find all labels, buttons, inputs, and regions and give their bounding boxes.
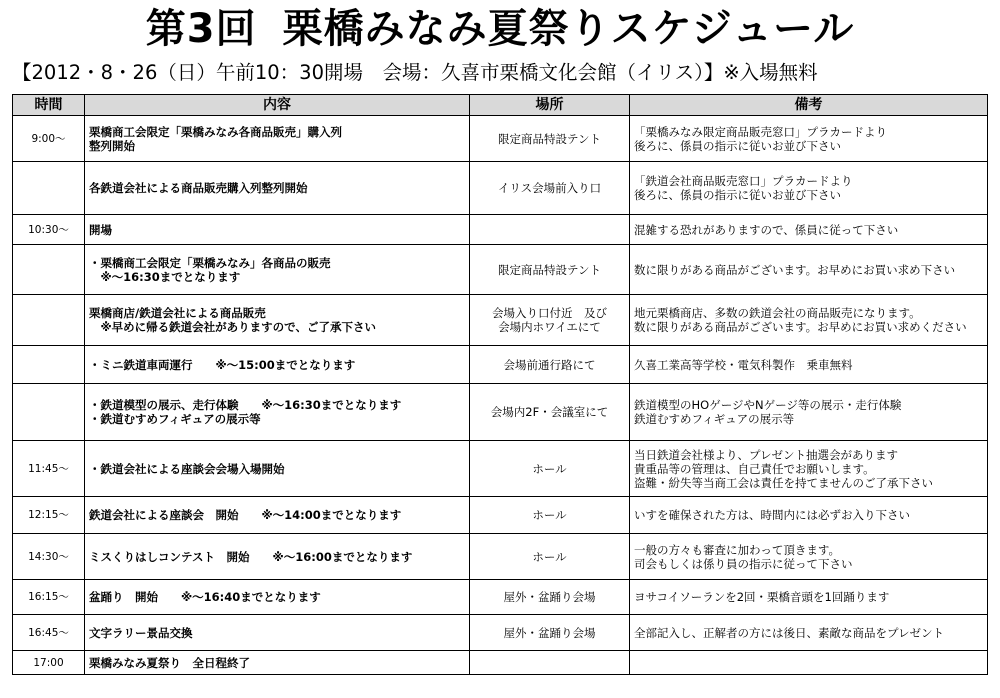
- cell-place: ホール: [470, 534, 630, 580]
- cell-place: 会場前通行路にて: [470, 346, 630, 384]
- table-row: [13, 215, 988, 245]
- cell-note: 混雑する恐れがありますので、係員に従って下さい: [630, 215, 988, 245]
- cell-time: 11:45～: [13, 441, 85, 497]
- title-prefix: 第3回: [145, 6, 257, 52]
- table-row: [13, 295, 988, 346]
- cell-note: 地元栗橋商店、多数の鉄道会社の商品販売になります。 数に限りがある商品がございます。お早めにお買い求めください: [630, 295, 988, 346]
- cell-place: ホール: [470, 441, 630, 497]
- cell-time: 10:30～: [13, 215, 85, 245]
- cell-place: 屋外・盆踊り会場: [470, 615, 630, 651]
- cell-place: 会場内2F・会議室にて: [470, 384, 630, 441]
- cell-content: 各鉄道会社による商品販売購入列整列開始: [85, 162, 470, 215]
- cell-place: [470, 215, 630, 245]
- table-row: [13, 534, 988, 580]
- cell-time: 9:00～: [13, 116, 85, 162]
- table-row: [13, 162, 988, 215]
- header-content: 内容: [85, 95, 470, 116]
- header-time: 時間: [13, 95, 85, 116]
- cell-time: [13, 384, 85, 441]
- table-row: [13, 384, 988, 441]
- cell-note: [630, 651, 988, 675]
- cell-time: 16:15～: [13, 580, 85, 615]
- cell-content: 鉄道会社による座談会 開始 ※～14:00までとなります: [85, 497, 470, 534]
- page-title: [0, 4, 1000, 54]
- cell-note: 一般の方々も審査に加わって頂きます。 司会もしくは係り員の指示に従って下さい: [630, 534, 988, 580]
- cell-place: ホール: [470, 497, 630, 534]
- cell-note: 全部記入し、正解者の方には後日、素敵な商品をプレゼント: [630, 615, 988, 651]
- event-info: 【2012・8・26（日）午前10：30開場 会場：久喜市栗橋文化会館（イリス）】※入場無料: [12, 61, 818, 84]
- header-note: 備考: [630, 95, 988, 116]
- cell-content: ・鉄道模型の展示、走行体験 ※～16:30までとなります ・鉄道むすめフィギュアの展示等: [85, 384, 470, 441]
- cell-note: ヨサコイソーランを2回・栗橋音頭を1回踊ります: [630, 580, 988, 615]
- cell-note: 当日鉄道会社様より、プレゼント抽選会があります 貴重品等の管理は、自己責任でお願いします。 盗難・紛失等当商工会は責任を持てませんのご了承下さい: [630, 441, 988, 497]
- table-row: [13, 116, 988, 162]
- cell-content: 栗橋商店/鉄道会社による商品販売 ※早めに帰る鉄道会社がありますので、ご了承下さい: [85, 295, 470, 346]
- cell-place: 会場入り口付近 及び 会場内ホワイエにて: [470, 295, 630, 346]
- cell-content: 文字ラリー景品交換: [85, 615, 470, 651]
- cell-note: 数に限りがある商品がございます。お早めにお買い求め下さい: [630, 245, 988, 295]
- cell-time: 17:00: [13, 651, 85, 675]
- table-row: [13, 441, 988, 497]
- cell-note: 「鉄道会社商品販売窓口」プラカードより 後ろに、係員の指示に従いお並び下さい: [630, 162, 988, 215]
- table-row: [13, 580, 988, 615]
- title-main: 栗橋みなみ夏祭りスケジュール: [282, 6, 855, 52]
- table-row: [13, 651, 988, 675]
- cell-place: 屋外・盆踊り会場: [470, 580, 630, 615]
- cell-note: いすを確保された方は、時間内には必ずお入り下さい: [630, 497, 988, 534]
- schedule-table: [12, 94, 988, 675]
- cell-time: [13, 245, 85, 295]
- cell-time: 12:15～: [13, 497, 85, 534]
- cell-note: 「栗橋みなみ限定商品販売窓口」プラカードより 後ろに、係員の指示に従いお並び下さい: [630, 116, 988, 162]
- cell-time: 14:30～: [13, 534, 85, 580]
- cell-content: ・ミニ鉄道車両運行 ※～15:00までとなります: [85, 346, 470, 384]
- cell-content: 栗橋商工会限定「栗橋みなみ各商品販売」購入列 整列開始: [85, 116, 470, 162]
- header-place: 場所: [470, 95, 630, 116]
- cell-content: 開場: [85, 215, 470, 245]
- cell-content: 盆踊り 開始 ※～16:40までとなります: [85, 580, 470, 615]
- cell-time: [13, 162, 85, 215]
- cell-content: ・鉄道会社による座談会会場入場開始: [85, 441, 470, 497]
- cell-content: ミスくりはしコンテスト 開始 ※～16:00までとなります: [85, 534, 470, 580]
- cell-place: [470, 651, 630, 675]
- cell-note: 鉄道模型のHOゲージやNゲージ等の展示・走行体験 鉄道むすめフィギュアの展示等: [630, 384, 988, 441]
- table-row: [13, 245, 988, 295]
- header-row: [13, 95, 988, 116]
- cell-content: ・栗橋商工会限定「栗橋みなみ」各商品の販売 ※～16:30までとなります: [85, 245, 470, 295]
- table-row: [13, 346, 988, 384]
- table-row: [13, 497, 988, 534]
- cell-content: 栗橋みなみ夏祭り 全日程終了: [85, 651, 470, 675]
- cell-place: イリス会場前入り口: [470, 162, 630, 215]
- table-row: [13, 615, 988, 651]
- cell-place: 限定商品特設テント: [470, 245, 630, 295]
- cell-time: [13, 295, 85, 346]
- cell-time: 16:45～: [13, 615, 85, 651]
- cell-time: [13, 346, 85, 384]
- cell-note: 久喜工業高等学校・電気科製作 乗車無料: [630, 346, 988, 384]
- cell-place: 限定商品特設テント: [470, 116, 630, 162]
